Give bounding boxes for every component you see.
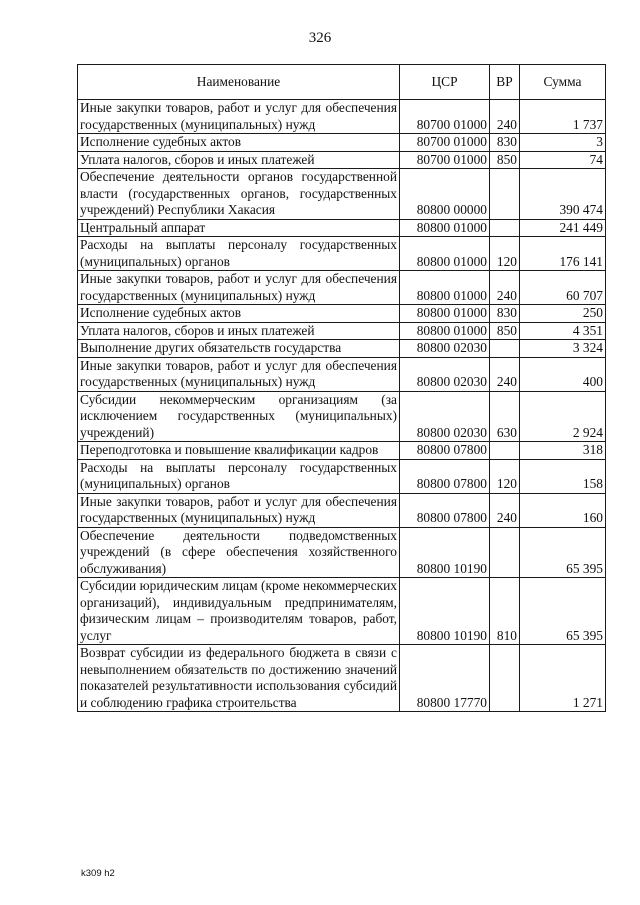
- row-csr-cell: 80800 01000: [400, 219, 490, 237]
- footer-code: k309 h2: [81, 868, 115, 879]
- row-vr-cell: 810: [490, 578, 520, 645]
- row-name-cell: Уплата налогов, сборов и иных платежей: [78, 322, 400, 340]
- row-vr-cell: 240: [490, 357, 520, 391]
- row-name-cell: Центральный аппарат: [78, 219, 400, 237]
- row-csr-cell: 80800 02030: [400, 391, 490, 442]
- table-row: [78, 305, 606, 323]
- header-name: Наименование: [78, 65, 400, 100]
- table-row: [78, 391, 606, 442]
- table-row: [78, 219, 606, 237]
- row-vr-cell: [490, 169, 520, 220]
- row-vr-cell: 850: [490, 322, 520, 340]
- table-row: [78, 151, 606, 169]
- row-vr-cell: 240: [490, 100, 520, 134]
- row-csr-cell: 80800 07800: [400, 442, 490, 460]
- row-name-cell: Возврат субсидии из федерального бюджета в связи с невыполнением обязательств по достижению значений показателей результативности использования субсидий и соблюдению графика строительства: [78, 645, 400, 712]
- header-vr: ВР: [490, 65, 520, 100]
- row-vr-cell: 120: [490, 237, 520, 271]
- row-csr-cell: 80800 00000: [400, 169, 490, 220]
- row-sum-cell: 2 924: [520, 391, 606, 442]
- row-vr-cell: 830: [490, 134, 520, 152]
- table-body: [78, 100, 606, 712]
- row-csr-cell: 80800 02030: [400, 357, 490, 391]
- row-csr-cell: 80800 01000: [400, 305, 490, 323]
- row-name-cell: Иные закупки товаров, работ и услуг для обеспечения государственных (муниципальных) нужд: [78, 100, 400, 134]
- table-row: [78, 645, 606, 712]
- row-vr-cell: [490, 442, 520, 460]
- row-vr-cell: 630: [490, 391, 520, 442]
- row-vr-cell: [490, 527, 520, 578]
- row-sum-cell: 176 141: [520, 237, 606, 271]
- row-csr-cell: 80800 07800: [400, 459, 490, 493]
- budget-table: [77, 64, 606, 712]
- row-csr-cell: 80800 10190: [400, 578, 490, 645]
- row-name-cell: Исполнение судебных актов: [78, 305, 400, 323]
- row-csr-cell: 80700 01000: [400, 134, 490, 152]
- row-name-cell: Обеспечение деятельности органов государственной власти (государственных органов, государственных учреждений) Республики Хакасия: [78, 169, 400, 220]
- header-csr: ЦСР: [400, 65, 490, 100]
- table-row: [78, 271, 606, 305]
- table-header: [78, 65, 606, 100]
- row-csr-cell: 80700 01000: [400, 151, 490, 169]
- row-sum-cell: 4 351: [520, 322, 606, 340]
- row-name-cell: Обеспечение деятельности подведомственных учреждений (в сфере обеспечения хозяйственного обслуживания): [78, 527, 400, 578]
- row-name-cell: Переподготовка и повышение квалификации кадров: [78, 442, 400, 460]
- row-csr-cell: 80800 17770: [400, 645, 490, 712]
- row-name-cell: Иные закупки товаров, работ и услуг для обеспечения государственных (муниципальных) нужд: [78, 493, 400, 527]
- header-sum: Сумма: [520, 65, 606, 100]
- row-vr-cell: 240: [490, 493, 520, 527]
- table-row: [78, 100, 606, 134]
- row-sum-cell: 60 707: [520, 271, 606, 305]
- row-name-cell: Исполнение судебных актов: [78, 134, 400, 152]
- row-name-cell: Субсидии юридическим лицам (кроме некоммерческих организаций), индивидуальным предпринимателям, физическим лицам – производителям товаров, работ, услуг: [78, 578, 400, 645]
- row-csr-cell: 80800 01000: [400, 271, 490, 305]
- row-sum-cell: 1 271: [520, 645, 606, 712]
- table-row: [78, 237, 606, 271]
- row-sum-cell: 318: [520, 442, 606, 460]
- row-sum-cell: 3 324: [520, 340, 606, 358]
- row-sum-cell: 74: [520, 151, 606, 169]
- row-vr-cell: 240: [490, 271, 520, 305]
- table-row: [78, 340, 606, 358]
- table-row: [78, 134, 606, 152]
- row-sum-cell: 400: [520, 357, 606, 391]
- row-name-cell: Расходы на выплаты персоналу государственных (муниципальных) органов: [78, 237, 400, 271]
- table-row: [78, 169, 606, 220]
- page-number: 326: [308, 30, 332, 46]
- row-sum-cell: 1 737: [520, 100, 606, 134]
- table-row: [78, 442, 606, 460]
- row-vr-cell: [490, 645, 520, 712]
- row-name-cell: Иные закупки товаров, работ и услуг для обеспечения государственных (муниципальных) нужд: [78, 357, 400, 391]
- row-name-cell: Уплата налогов, сборов и иных платежей: [78, 151, 400, 169]
- table-row: [78, 578, 606, 645]
- table-row: [78, 322, 606, 340]
- row-csr-cell: 80700 01000: [400, 100, 490, 134]
- row-vr-cell: [490, 219, 520, 237]
- row-sum-cell: 158: [520, 459, 606, 493]
- row-sum-cell: 65 395: [520, 578, 606, 645]
- row-vr-cell: 850: [490, 151, 520, 169]
- row-name-cell: Расходы на выплаты персоналу государственных (муниципальных) органов: [78, 459, 400, 493]
- row-csr-cell: 80800 07800: [400, 493, 490, 527]
- row-name-cell: Выполнение других обязательств государства: [78, 340, 400, 358]
- row-sum-cell: 65 395: [520, 527, 606, 578]
- row-vr-cell: 120: [490, 459, 520, 493]
- header-row: [78, 65, 606, 100]
- row-sum-cell: 241 449: [520, 219, 606, 237]
- row-sum-cell: 250: [520, 305, 606, 323]
- row-csr-cell: 80800 01000: [400, 237, 490, 271]
- table-row: [78, 527, 606, 578]
- table-row: [78, 459, 606, 493]
- row-sum-cell: 390 474: [520, 169, 606, 220]
- row-name-cell: Иные закупки товаров, работ и услуг для обеспечения государственных (муниципальных) нужд: [78, 271, 400, 305]
- row-sum-cell: 160: [520, 493, 606, 527]
- row-vr-cell: [490, 340, 520, 358]
- table-row: [78, 357, 606, 391]
- row-csr-cell: 80800 01000: [400, 322, 490, 340]
- row-csr-cell: 80800 02030: [400, 340, 490, 358]
- row-csr-cell: 80800 10190: [400, 527, 490, 578]
- table-row: [78, 493, 606, 527]
- row-name-cell: Субсидии некоммерческим организациям (за исключением государственных (муниципальных) учреждений): [78, 391, 400, 442]
- row-vr-cell: 830: [490, 305, 520, 323]
- row-sum-cell: 3: [520, 134, 606, 152]
